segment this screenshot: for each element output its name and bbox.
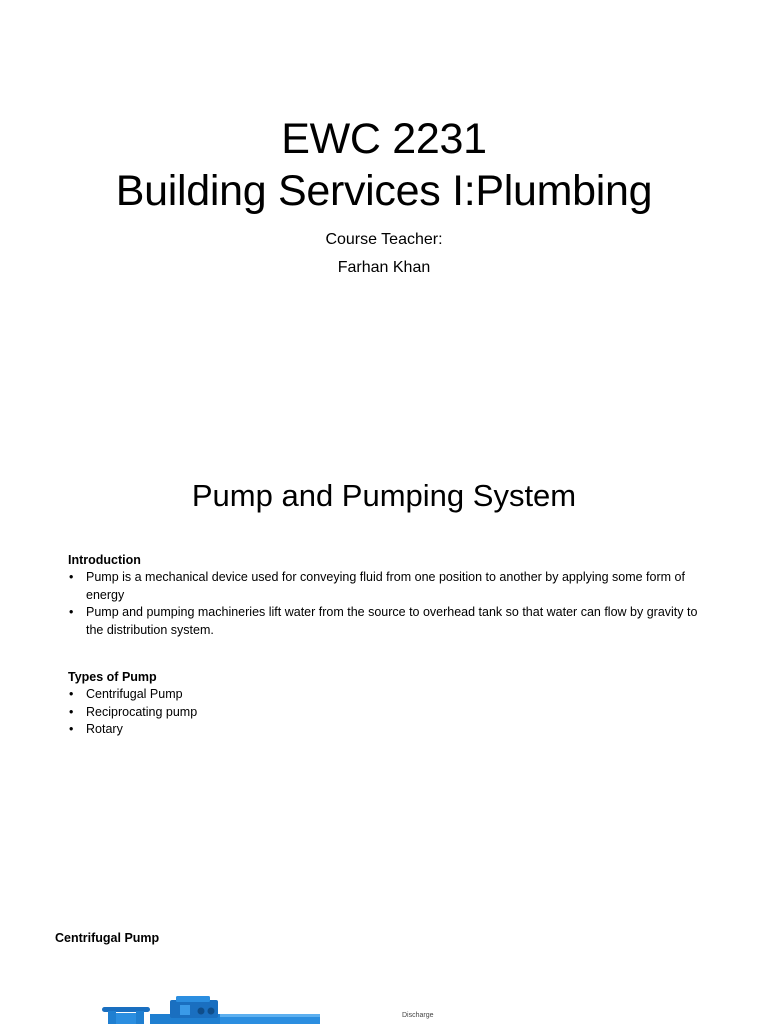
course-title: Building Services I:Plumbing (115, 167, 653, 215)
course-code: EWC 2231 (281, 115, 487, 163)
slide-title: Pump and Pumping System (191, 478, 577, 513)
types-list (68, 686, 718, 738)
types-section (68, 669, 718, 739)
centrifugal-pump-image (80, 994, 330, 1024)
discharge-label: Discharge (402, 1012, 434, 1019)
types-heading: Types of Pump (68, 670, 157, 684)
list-item: • Pump and pumping machineries lift water from the source to overhead tank so that water can flow by gravity to the distribution system. (68, 604, 718, 639)
list-item: • Reciprocating pump (68, 704, 718, 721)
introduction-section (68, 552, 718, 639)
introduction-heading: Introduction (68, 553, 141, 567)
list-item: • Pump is a mechanical device used for conveying fluid from one position to another by applying some form of energy (68, 569, 718, 604)
centrifugal-pump-heading: Centrifugal Pump (55, 931, 160, 945)
list-item: • Rotary (68, 721, 718, 738)
list-item: • Centrifugal Pump (68, 686, 718, 703)
pump-illustration (80, 994, 330, 1024)
introduction-list (68, 569, 718, 639)
teacher-name: Farhan Khan (337, 259, 431, 276)
teacher-label: Course Teacher: (325, 231, 443, 248)
